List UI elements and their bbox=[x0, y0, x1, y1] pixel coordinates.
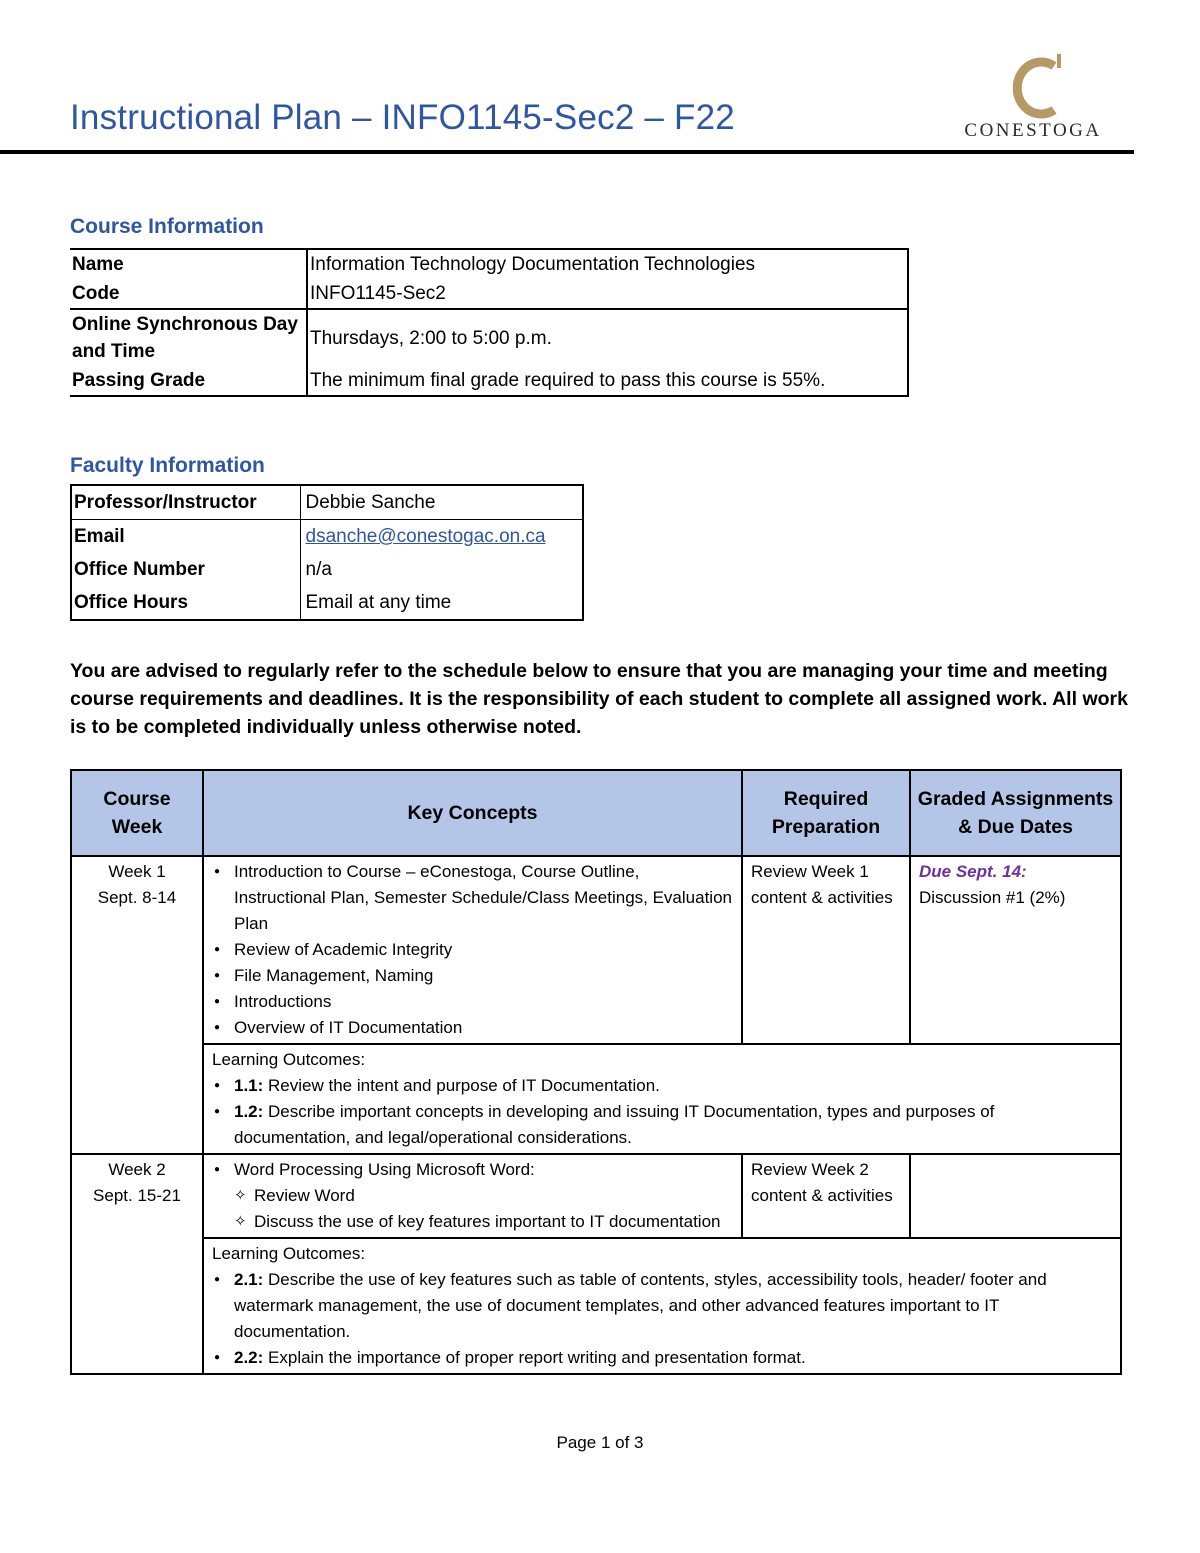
course-info-table bbox=[70, 248, 909, 397]
outcome-number: 2.2: bbox=[234, 1348, 264, 1367]
list-item: ● Introduction to Course – eConestoga, Course Outline, Instructional Plan, Semester Schedule/Class Meetings, Evaluation Plan bbox=[212, 859, 733, 937]
week-1-cell bbox=[71, 856, 203, 1154]
week-1-outcomes bbox=[203, 1044, 1121, 1154]
week-1-assignments bbox=[910, 856, 1121, 1044]
list-item: ● Review of Academic Integrity bbox=[212, 937, 733, 963]
week-1-concepts bbox=[203, 856, 742, 1044]
schedule-advice-paragraph: You are advised to regularly refer to the schedule below to ensure that you are managing your time and meeting course requirements and deadlines. It is the responsibility of each student to complete all assigned work. All work is to be completed individually unless otherwise noted. bbox=[70, 660, 1128, 738]
row-label: Office Number bbox=[74, 559, 205, 580]
schedule-table bbox=[70, 769, 1122, 1375]
professor-value: Debbie Sanche bbox=[300, 485, 583, 520]
outcome-text: Review the intent and purpose of IT Documentation. bbox=[263, 1076, 660, 1095]
course-name-value: Information Technology Documentation Technologies bbox=[307, 249, 908, 279]
outcome-text: Describe important concepts in developing and issuing IT Documentation, types and purposes of documentation, and legal/operational considerations. bbox=[234, 1102, 995, 1147]
outcomes-label: Learning Outcomes: bbox=[212, 1244, 366, 1263]
week-dates: Sept. 15-21 bbox=[93, 1186, 181, 1205]
week-1-outcomes-row bbox=[71, 1044, 1121, 1154]
faculty-info-table bbox=[70, 484, 584, 621]
assignment-item: Discussion #1 (2%) bbox=[919, 888, 1066, 907]
week-2-cell bbox=[71, 1154, 203, 1374]
col-header-preparation: Required Preparation bbox=[742, 770, 910, 856]
outcome-item bbox=[212, 1267, 1112, 1345]
course-row-name bbox=[70, 249, 908, 279]
faculty-row-office-hours bbox=[71, 586, 583, 620]
course-row-passing bbox=[70, 366, 908, 396]
logo-wordmark: CONESTOGA bbox=[964, 120, 1102, 141]
row-label: Online Synchronous Day and Time bbox=[70, 309, 307, 366]
course-info-heading: Course Information bbox=[70, 215, 264, 238]
week-2-preparation: Review Week 2 content & activities bbox=[742, 1154, 910, 1238]
office-number-value: n/a bbox=[300, 553, 583, 586]
row-label: Email bbox=[71, 520, 300, 554]
course-passing-value: The minimum final grade required to pass this course is 55%. bbox=[307, 366, 908, 396]
outcomes-label: Learning Outcomes: bbox=[212, 1050, 366, 1069]
week-2-assignments bbox=[910, 1154, 1121, 1238]
week-label: Week 2 bbox=[108, 1160, 166, 1179]
outcome-number: 1.1: bbox=[234, 1076, 264, 1095]
list-item: ● Introductions bbox=[212, 989, 733, 1015]
week-2-outcomes-row bbox=[71, 1238, 1121, 1374]
course-schedule-value: Thursdays, 2:00 to 5:00 p.m. bbox=[307, 309, 908, 366]
col-header-week: Course Week bbox=[71, 770, 203, 856]
week-1-row bbox=[71, 856, 1121, 1044]
outcome-item bbox=[212, 1345, 1112, 1371]
outcome-text: Explain the importance of proper report writing and presentation format. bbox=[263, 1348, 806, 1367]
course-row-code bbox=[70, 279, 908, 309]
week-dates: Sept. 8-14 bbox=[97, 888, 177, 907]
outcome-text: Describe the use of key features such as table of contents, styles, accessibility tools, header/ footer and watermark management, the use of document templates, and other advanced features important to IT documentation. bbox=[234, 1270, 1047, 1341]
email-link[interactable]: dsanche@conestogac.on.ca bbox=[305, 526, 546, 547]
office-hours-value: Email at any time bbox=[300, 586, 583, 620]
due-date-label: Due Sept. 14: bbox=[919, 862, 1027, 881]
row-label: Professor/Instructor bbox=[71, 485, 300, 520]
page-title: Instructional Plan – INFO1145-Sec2 – F22 bbox=[70, 98, 735, 137]
conestoga-c-icon bbox=[958, 52, 1108, 120]
week-label: Week 1 bbox=[108, 862, 166, 881]
header-divider bbox=[0, 150, 1134, 154]
faculty-row-professor bbox=[71, 485, 583, 520]
faculty-row-email bbox=[71, 520, 583, 554]
outcome-item bbox=[212, 1073, 1112, 1099]
week-1-preparation: Review Week 1 content & activities bbox=[742, 856, 910, 1044]
course-code-value: INFO1145-Sec2 bbox=[307, 279, 908, 309]
schedule-header-row bbox=[71, 770, 1121, 856]
row-label: Name bbox=[70, 249, 307, 279]
week-2-outcomes bbox=[203, 1238, 1121, 1374]
col-header-assignments: Graded Assignments & Due Dates bbox=[910, 770, 1121, 856]
row-label: Passing Grade bbox=[70, 366, 307, 396]
row-label: Office Hours bbox=[71, 586, 300, 620]
outcome-number: 2.1: bbox=[234, 1270, 264, 1289]
week-2-concepts bbox=[203, 1154, 742, 1238]
sub-list-item: ✧ Discuss the use of key features important to IT documentation bbox=[212, 1209, 733, 1235]
list-item: ● Overview of IT Documentation bbox=[212, 1015, 733, 1041]
course-row-schedule bbox=[70, 309, 908, 366]
sub-list-item: ✧ Review Word bbox=[212, 1183, 733, 1209]
row-label: Code bbox=[70, 279, 307, 309]
page-number: Page 1 of 3 bbox=[556, 1433, 644, 1452]
faculty-info-heading: Faculty Information bbox=[70, 454, 265, 477]
outcome-number: 1.2: bbox=[234, 1102, 264, 1121]
week-2-row bbox=[71, 1154, 1121, 1238]
list-item: ● Word Processing Using Microsoft Word: bbox=[212, 1157, 733, 1183]
conestoga-logo bbox=[958, 52, 1108, 144]
faculty-row-office-number bbox=[71, 553, 583, 586]
list-item: ● File Management, Naming bbox=[212, 963, 733, 989]
col-header-concepts: Key Concepts bbox=[203, 770, 742, 856]
outcome-item bbox=[212, 1099, 1112, 1151]
